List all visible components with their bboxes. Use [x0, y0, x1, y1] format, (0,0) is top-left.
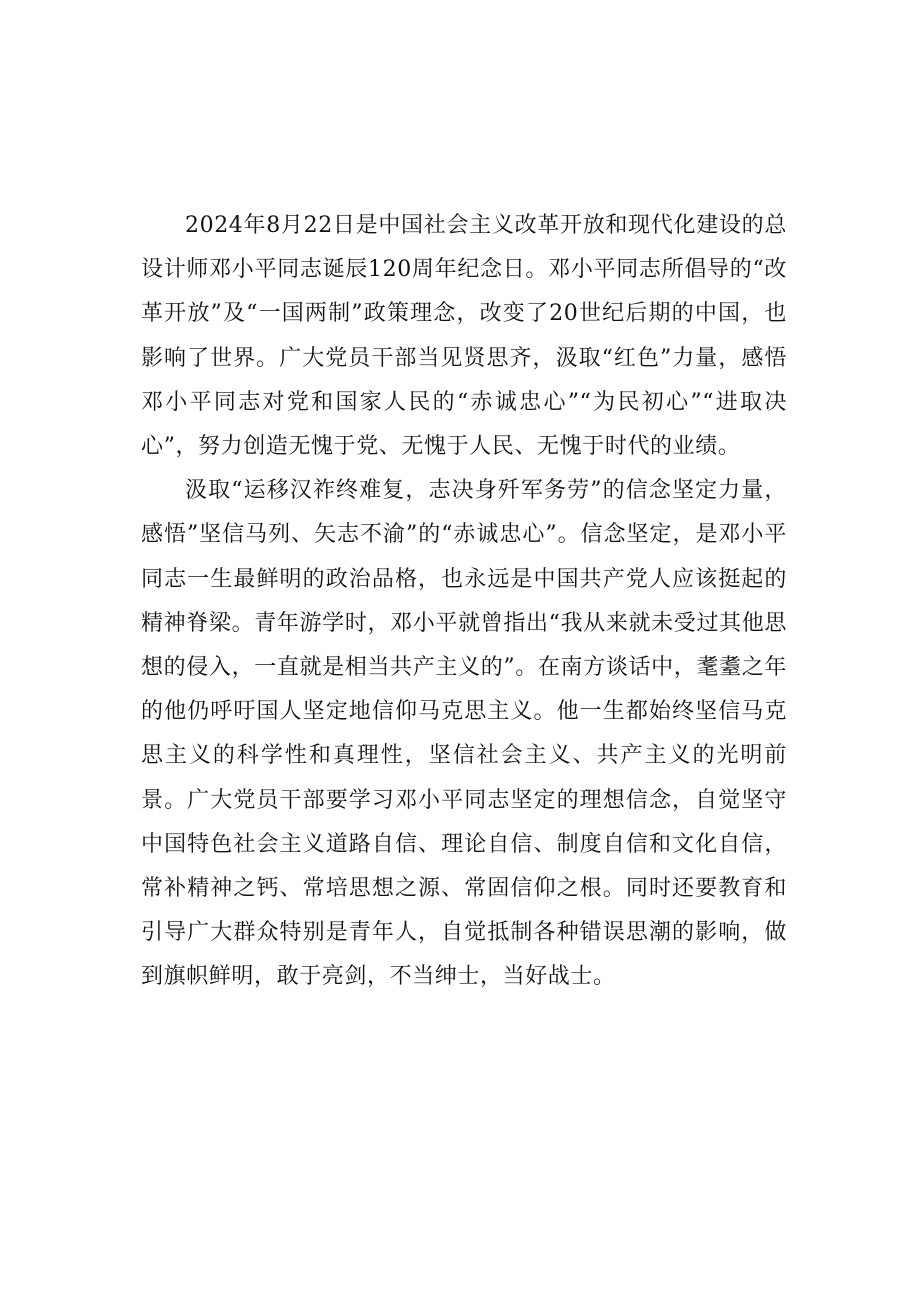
paragraph-1: 2024年8月22日是中国社会主义改革开放和现代化建设的总设计师邓小平同志诞辰120周年纪念日。邓小平同志所倡导的“改革开放”及“一国两制”政策理念，改变了20世纪后期的中国，也影响了世界。广大党员干部当见贤思齐，汲取“红色”力量，感悟邓小平同志对党和国家人民的“赤诚忠心”“为民初心”“进取决心”，努力创造无愧于党、无愧于人民、无愧于时代的业绩。 — [141, 213, 787, 460]
paragraph-2: 汲取“运移汉祚终难复，志决身歼军务劳”的信念坚定力量，感悟”坚信马列、矢志不渝”的“赤诚忠心”。信念坚定，是邓小平同志一生最鲜明的政治品格，也永远是中国共产党人应该挺起的精神脊梁。青年游学时，邓小平就曾指出“我从来就未受过其他思想的侵入，一直就是相当共产主义的”。在南方谈话中，耄耋之年的他仍呼吁国人坚定地信仰马克思主义。他一生都始终坚信马克思主义的科学性和真理性，坚信社会主义、共产主义的光明前景。广大党员干部要学习邓小平同志坚定的理想信念，自觉坚守中国特色社会主义道路自信、理论自信、制度自信和文化自信，常补精神之钙、常培思想之源、常固信仰之根。同时还要教育和引导广大群众特别是青年人，自觉抵制各种错误思潮的影响，做到旗帜鲜明，敢于亮剑，不当绅士，当好战士。 — [141, 478, 787, 990]
document-body — [141, 204, 787, 1000]
